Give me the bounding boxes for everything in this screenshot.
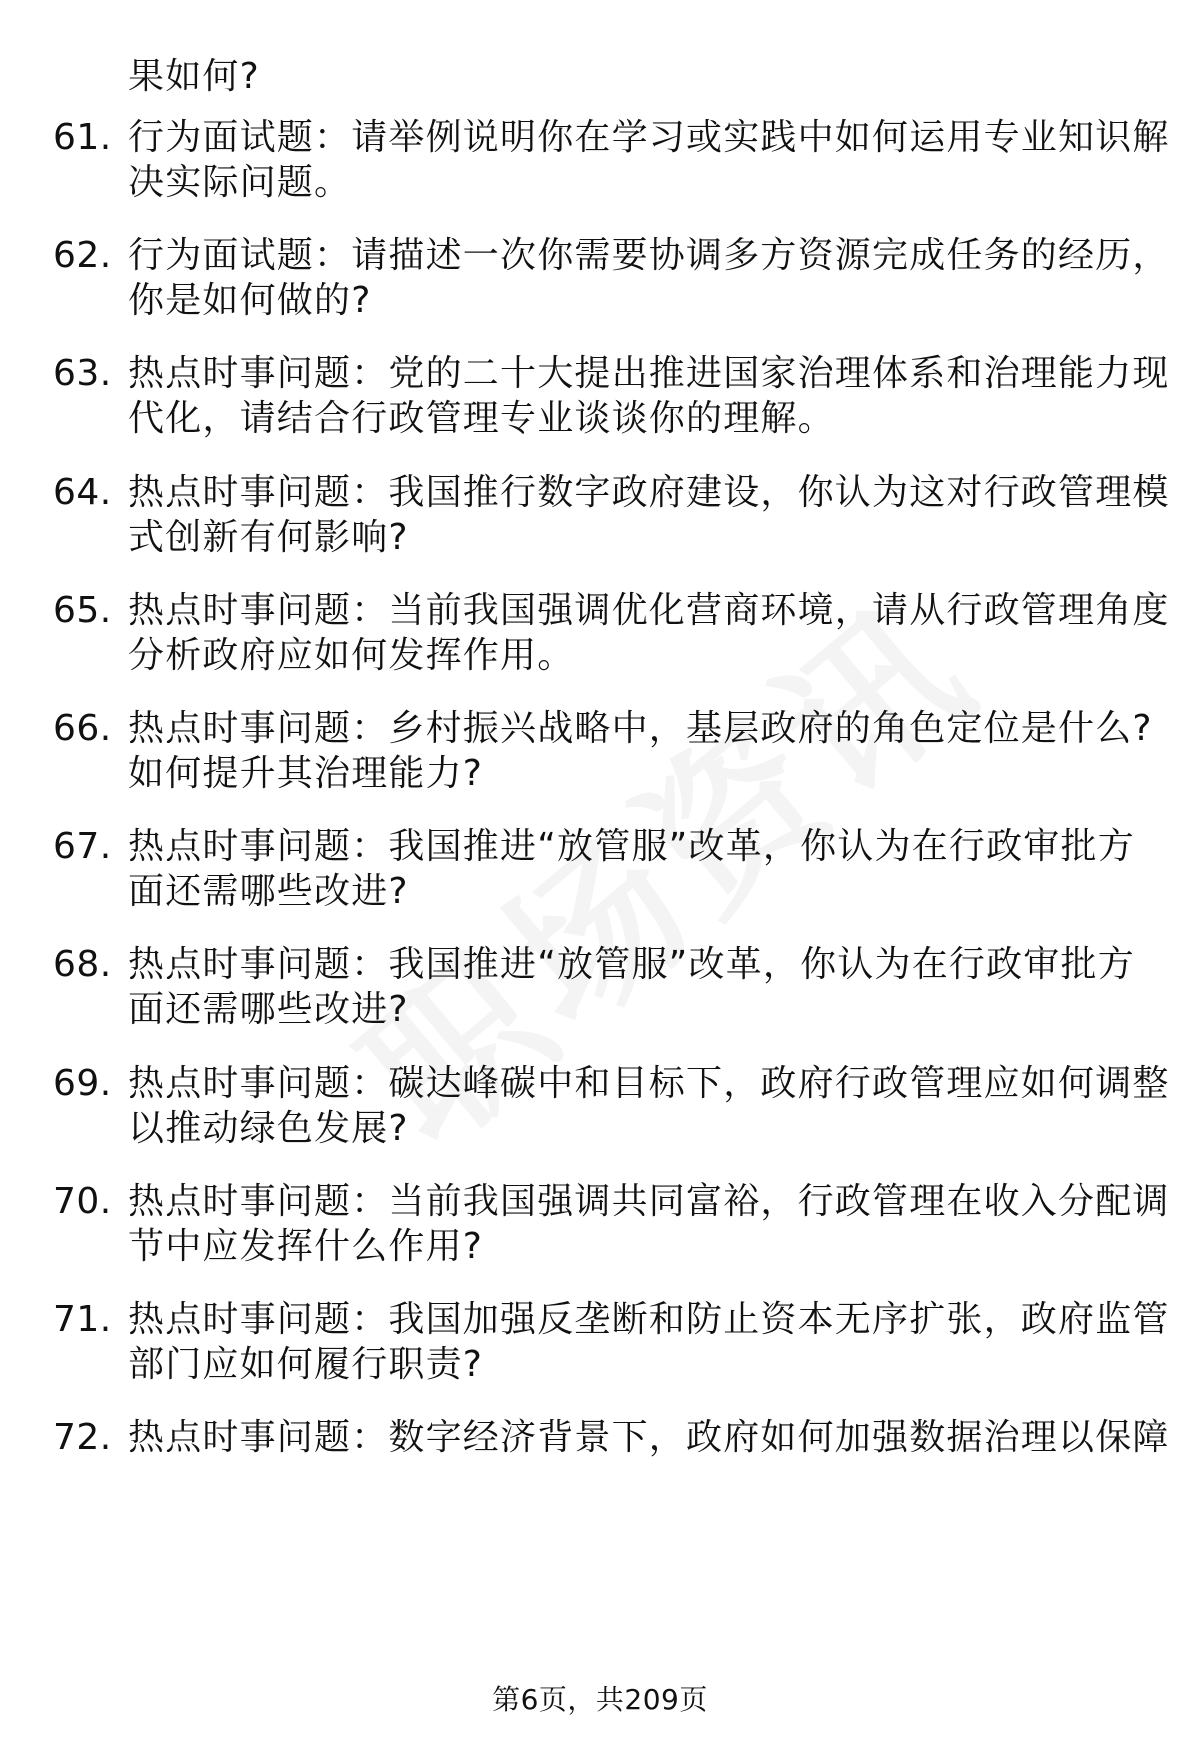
list-item-continuation	[0, 395, 1200, 443]
item-number: 71.	[53, 1299, 112, 1340]
item-text: 分析政府应如何发挥作用。	[128, 635, 575, 676]
page-footer: 第6页，共209页	[492, 1683, 708, 1716]
list-item-continuation	[0, 986, 1200, 1034]
list-item	[0, 232, 1200, 280]
item-number: 64.	[53, 472, 112, 513]
list-item	[0, 350, 1200, 398]
item-number: 67.	[53, 826, 112, 867]
list-item	[0, 469, 1200, 517]
list-item-continuation	[0, 514, 1200, 562]
list-item	[0, 1178, 1200, 1226]
item-text: 热点时事问题：党的二十大提出推进国家治理体系和治理能力现	[128, 353, 1170, 394]
continuation-line	[0, 53, 1200, 101]
item-text: 部门应如何履行职责?	[128, 1344, 484, 1385]
list-item-continuation	[0, 1105, 1200, 1153]
item-text: 热点时事问题：碳达峰碳中和目标下，政府行政管理应如何调整	[128, 1063, 1170, 1104]
list-item	[0, 1296, 1200, 1344]
item-number: 66.	[53, 708, 112, 749]
item-text: 行为面试题：请举例说明你在学习或实践中如何运用专业知识解	[128, 117, 1170, 158]
item-number: 61.	[53, 117, 112, 158]
list-item	[0, 114, 1200, 162]
item-text: 你是如何做的?	[128, 280, 372, 321]
item-text: 热点时事问题：我国推进“放管服”改革，你认为在行政审批方	[128, 826, 1135, 867]
list-item	[0, 823, 1200, 871]
list-item	[0, 1414, 1200, 1462]
list-item-continuation	[0, 632, 1200, 680]
item-text: 行为面试题：请描述一次你需要协调多方资源完成任务的经历，	[128, 235, 1170, 276]
list-item-continuation	[0, 750, 1200, 798]
item-text: 热点时事问题：乡村振兴战略中，基层政府的角色定位是什么?	[128, 708, 1153, 749]
item-text: 代化，请结合行政管理专业谈谈你的理解。	[128, 398, 835, 439]
list-item-continuation	[0, 1223, 1200, 1271]
item-text: 面还需哪些改进?	[128, 871, 409, 912]
item-number: 65.	[53, 590, 112, 631]
list-item-continuation	[0, 1341, 1200, 1389]
list-item	[0, 941, 1200, 989]
list-item	[0, 587, 1200, 635]
item-text: 如何提升其治理能力?	[128, 753, 484, 794]
item-text: 决实际问题。	[128, 162, 352, 203]
item-number: 72.	[53, 1417, 112, 1458]
list-item	[0, 705, 1200, 753]
item-number: 68.	[53, 944, 112, 985]
item-text: 热点时事问题：我国推行数字政府建设，你认为这对行政管理模	[128, 472, 1170, 513]
item-text: 热点时事问题：当前我国强调优化营商环境，请从行政管理角度	[128, 590, 1170, 631]
item-text: 热点时事问题：我国推进“放管服”改革，你认为在行政审批方	[128, 944, 1135, 985]
item-text: 节中应发挥什么作用?	[128, 1226, 484, 1267]
list-item-continuation	[0, 159, 1200, 207]
item-number: 63.	[53, 353, 112, 394]
list-item-continuation	[0, 868, 1200, 916]
list-item-continuation	[0, 277, 1200, 325]
item-text: 热点时事问题：数字经济背景下，政府如何加强数据治理以保障	[128, 1417, 1170, 1458]
item-text: 式创新有何影响?	[128, 517, 409, 558]
item-text: 以推动绿色发展?	[128, 1108, 409, 1149]
list-item	[0, 1060, 1200, 1108]
continuation-text: 果如何?	[128, 56, 260, 97]
item-text: 面还需哪些改进?	[128, 989, 409, 1030]
item-number: 70.	[53, 1181, 112, 1222]
item-number: 69.	[53, 1063, 112, 1104]
item-text: 热点时事问题：当前我国强调共同富裕，行政管理在收入分配调	[128, 1181, 1170, 1222]
item-text: 热点时事问题：我国加强反垄断和防止资本无序扩张，政府监管	[128, 1299, 1170, 1340]
item-number: 62.	[53, 235, 112, 276]
